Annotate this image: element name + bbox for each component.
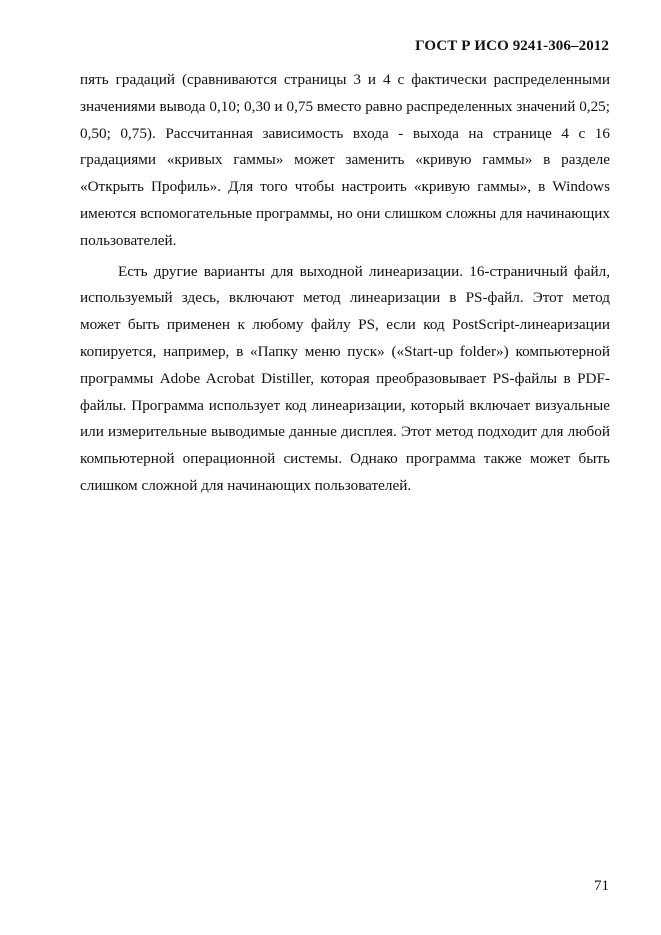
body-text <box>80 67 610 500</box>
paragraph-2: Есть другие варианты для выходной линеаризации. 16-страничный файл, используемый здесь, включают метод линеаризации в PS-файл. Этот метод может быть применен к любому файлу PS, если код PostScript-линеаризации копируется, например, в «Папку меню пуск» («Start-up folder») компьютерной программы Adobe Acrobat Distiller, которая преобразовывает PS-файлы в PDF-файлы. Программа использует код линеаризации, который включает визуальные или измерительные выводимые данные дисплея. Этот метод подходит для любой компьютерной операционной системы. Однако программа также может быть слишком сложной для начинающих пользователей. <box>80 262 610 494</box>
paragraph-1: пять градаций (сравниваются страницы 3 и 4 с фактически распределенными значениями вывода 0,10; 0,30 и 0,75 вместо равно распределенных значений 0,25; 0,50; 0,75). Рассчитанная зависимость входа - выхода на странице 4 с 16 градациями «кривых гаммы» может заменить «кривую гаммы» в разделе «Открыть Профиль». Для того чтобы настроить «кривую гаммы», в Windows имеются вспомогательные программы, но они слишком сложны для начинающих пользователей. <box>80 71 610 249</box>
standard-code-header: ГОСТ Р ИСО 9241-306–2012 <box>415 38 609 54</box>
page-number: 71 <box>594 878 609 894</box>
